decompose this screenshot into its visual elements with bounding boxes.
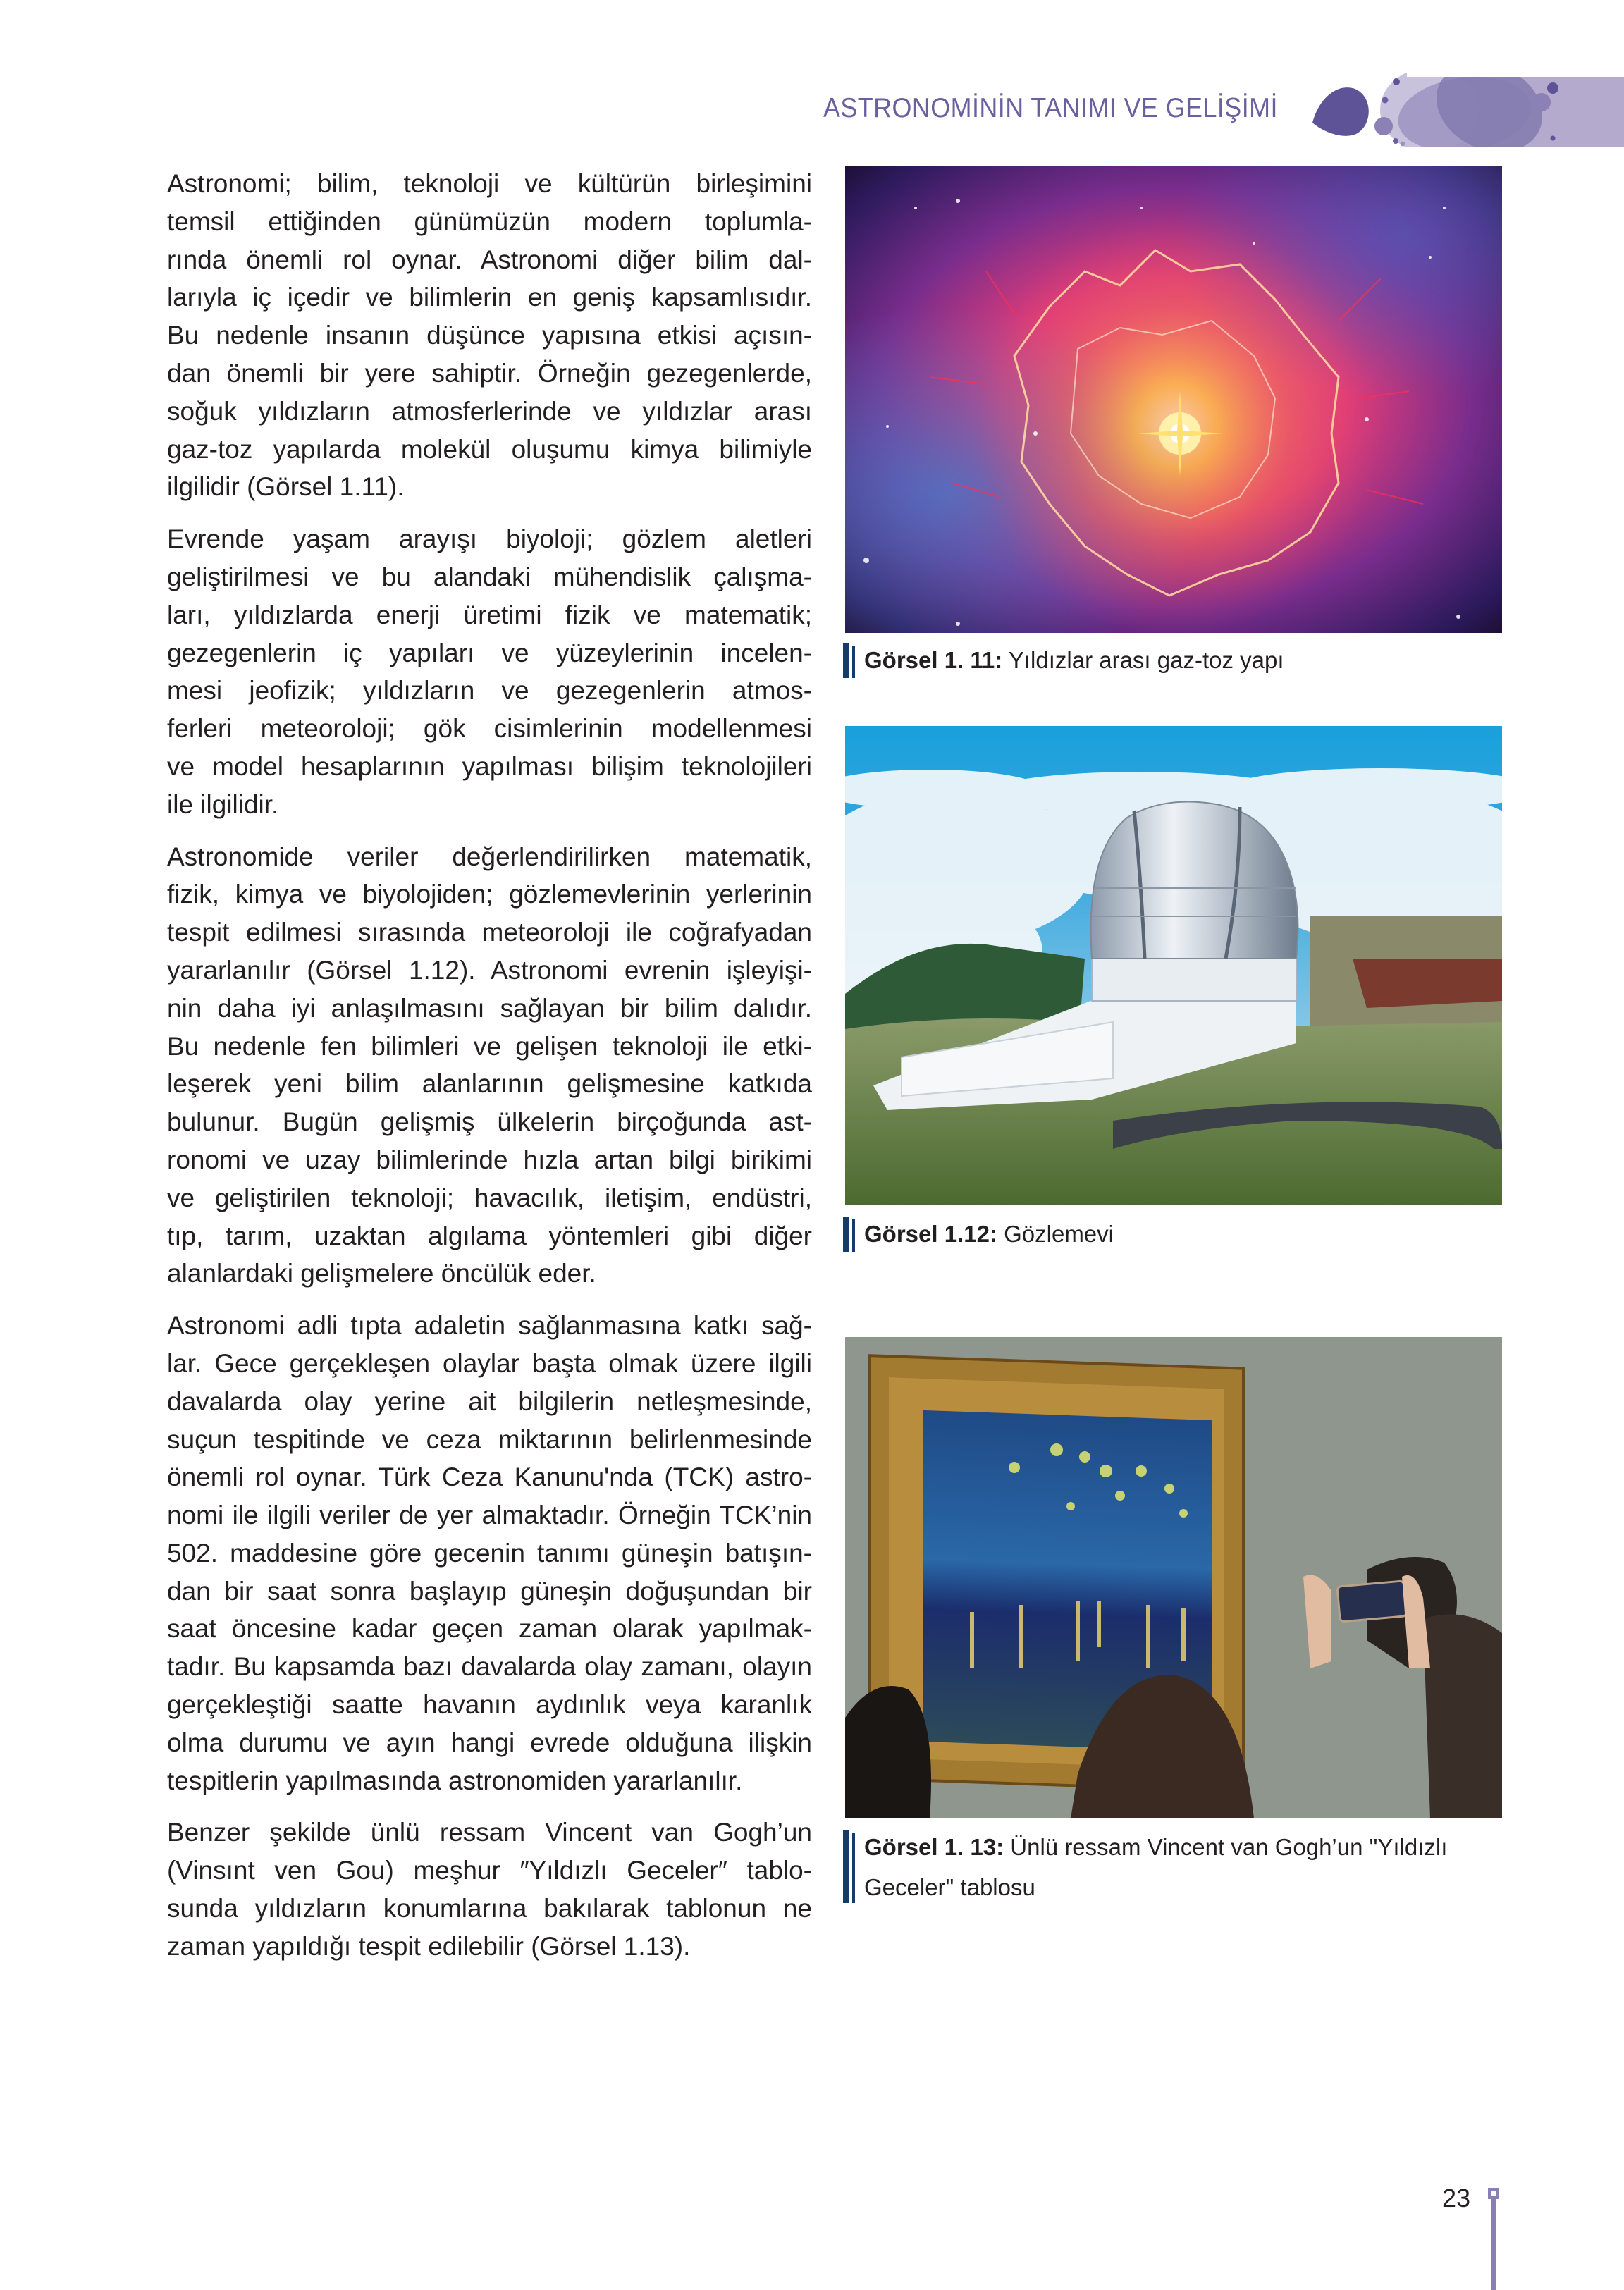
text-line: 502. maddesine göre gecenin tanımı güneşin batışın- (167, 1538, 812, 1568)
text-line: mesi jeofizik; yıldızların ve gezegenlerin atmos- (167, 676, 812, 706)
starry-night-photo (845, 1337, 1502, 1818)
text-line: gezegenlerin iç yapıları ve yüzeylerinin incelen- (167, 638, 812, 667)
caption-bar (843, 643, 849, 678)
text-line: larıyla iç içedir ve bilimlerin en geniş kapsamlısıdır. (167, 283, 812, 312)
text-line: yararlanılır (Görsel 1.12). Astronomi evrenin işleyişi- (167, 955, 812, 985)
text-line: gerçekleştiği saatte havanın aydınlık veya karanlık (167, 1690, 812, 1720)
museum-painting-photo-icon (845, 1337, 1502, 1818)
figure-label: Görsel 1. 11: (864, 647, 1003, 673)
text-line: Bu nedenle insanın düşünce yapısına etkisi açısın- (167, 321, 812, 350)
paragraph-5 (167, 1814, 812, 1965)
text-line: Bu nedenle fen bilimleri ve gelişen teknoloji ile etki- (167, 1031, 812, 1061)
text-line: ve geliştirilen teknoloji; havacılık, iletişim, endüstri, (167, 1183, 812, 1212)
text-line: gaz-toz yapılarda molekül oluşumu kimya bilimiyle (167, 434, 812, 464)
text-line: leşerek yeni bilim alanlarının gelişmesine katkıda (167, 1069, 812, 1099)
text-line: Evrende yaşam arayışı biyoloji; gözlem aletleri (167, 524, 812, 554)
paragraph-3 (167, 838, 812, 1293)
figure-1-caption (843, 640, 1527, 680)
text-line: tıp, tarım, uzaktan algılama yöntemleri gibi diğer (167, 1221, 812, 1250)
nebula-image (845, 166, 1502, 633)
phone-icon (1337, 1581, 1407, 1622)
paragraph-1 (167, 165, 812, 506)
caption-text: Yıldızlar arası gaz-toz yapı (1008, 647, 1284, 673)
text-line: rında önemli rol oynar. Astronomi diğer bilim dal- (167, 245, 812, 274)
text-line: Astronomi; bilim, teknoloji ve kültürün birleşimini (167, 169, 812, 198)
page-marker-square-icon (1488, 2188, 1499, 2199)
figure-1 (845, 166, 1502, 633)
observatory-image (845, 726, 1502, 1205)
text-line: olma durumu ve ayın hangi evrede olduğuna ilişkin (167, 1728, 812, 1757)
text-line: alanlardaki gelişmelere öncülük eder. (167, 1259, 596, 1288)
text-line: davalarda olay yerine ait bilgilerin netleşmesinde, (167, 1386, 812, 1416)
text-line: Benzer şekilde ünlü ressam Vincent van Gogh’un (167, 1818, 812, 1847)
chapter-title: ASTRONOMİNİN TANIMI VE GELİŞİMİ (823, 93, 1278, 123)
text-line: ronomi ve uzay bilimlerinde hızla artan bilgi birikimi (167, 1145, 812, 1174)
text-line: tespitlerin yapılmasında astronomiden yararlanılır. (167, 1766, 743, 1795)
text-line: soğuk yıldızların atmosferlerinde ve yıldızlar arası (167, 396, 812, 426)
text-line: önemli rol oynar. Türk Ceza Kanunu'nda (TCK) astro- (167, 1463, 812, 1492)
text-line: fizik, kimya ve biyolojiden; gözlemevlerinin yerlerinin (167, 880, 812, 909)
text-line: suçun tespitinde ve ceza miktarının belirlenmesinde (167, 1424, 812, 1454)
text-line: (Vinsınt ven Gou) meşhur ″Yıldızlı Geceler″ tablo- (167, 1856, 812, 1885)
text-line: dan önemli bir yere sahiptir. Örneğin gezegenlerde, (167, 358, 812, 388)
text-line: bulunur. Bugün gelişmiş ülkelerin birçoğunda ast- (167, 1107, 812, 1137)
body-text-column (167, 165, 812, 1980)
observatory-photo-icon (845, 726, 1502, 1205)
text-line: temsil ettiğinden günümüzün modern toplumla- (167, 207, 812, 236)
caption-bar (852, 1833, 855, 1903)
caption-bar (852, 1219, 855, 1252)
figure-label: Görsel 1. 13: (864, 1834, 1004, 1860)
text-line: ile ilgilidir. (167, 789, 279, 819)
paragraph-4 (167, 1307, 812, 1799)
paragraph-2 (167, 520, 812, 823)
caption-text: Geceler" tablosu (864, 1874, 1035, 1900)
text-line: Astronomide veriler değerlendirilirken matematik, (167, 842, 812, 871)
text-line: ferleri meteoroloji; gök cisimlerinin modellenmesi (167, 714, 812, 744)
figure-3-caption (843, 1827, 1527, 1907)
caption-bar (843, 1830, 849, 1903)
text-line: lar. Gece gerçekleşen olaylar başta olmak üzere ilgili (167, 1348, 812, 1378)
text-line: ilgilidir (Görsel 1.11). (167, 472, 405, 502)
figure-label: Görsel 1.12: (864, 1221, 997, 1247)
text-line: tespit edilmesi sırasında meteoroloji ile coğrafyadan (167, 918, 812, 947)
nebula-illustration-icon (845, 166, 1502, 633)
figure-2-caption (843, 1214, 1527, 1254)
text-line: tadır. Bu kapsamda bazı davalarda olay zamanı, olayın (167, 1652, 812, 1682)
text-line: ve model hesaplarının yapılması bilişim teknolojileri (167, 751, 812, 781)
text-line: Astronomi adli tıpta adaletin sağlanmasına katkı sağ- (167, 1311, 812, 1341)
caption-bar (852, 646, 855, 678)
text-line: saat öncesine kadar geçen zaman olarak yapılmak- (167, 1614, 812, 1644)
page-number: 23 (1442, 2184, 1471, 2212)
text-line: zaman yapıldığı tespit edilebilir (Görsel 1.13). (167, 1931, 691, 1961)
text-line: nomi ile ilgili veriler de yer almaktadır. Örneğin TCK’nin (167, 1501, 812, 1530)
header-decoration-icon (1303, 68, 1624, 155)
text-line: ları, yıldızlarda enerji üretimi fizik ve matematik; (167, 600, 812, 629)
text-line: sunda yıldızların konumlarına bakılarak tablonun ne (167, 1894, 812, 1923)
text-line: nin daha iyi anlaşılmasını sağlayan bir bilim dalıdır. (167, 993, 812, 1023)
caption-text: Gözlemevi (1004, 1221, 1114, 1247)
text-line: geliştirilmesi ve bu alandaki mühendislik çalışma- (167, 562, 812, 591)
caption-text: Ünlü ressam Vincent van Gogh’un "Yıldızlı (1010, 1834, 1448, 1860)
page-marker-line (1491, 2189, 1496, 2290)
text-line: dan bir saat sonra başlayıp güneşin doğuşundan bir (167, 1576, 812, 1606)
caption-bar (843, 1217, 849, 1252)
figure-2 (845, 726, 1502, 1205)
figure-3 (845, 1337, 1502, 1818)
